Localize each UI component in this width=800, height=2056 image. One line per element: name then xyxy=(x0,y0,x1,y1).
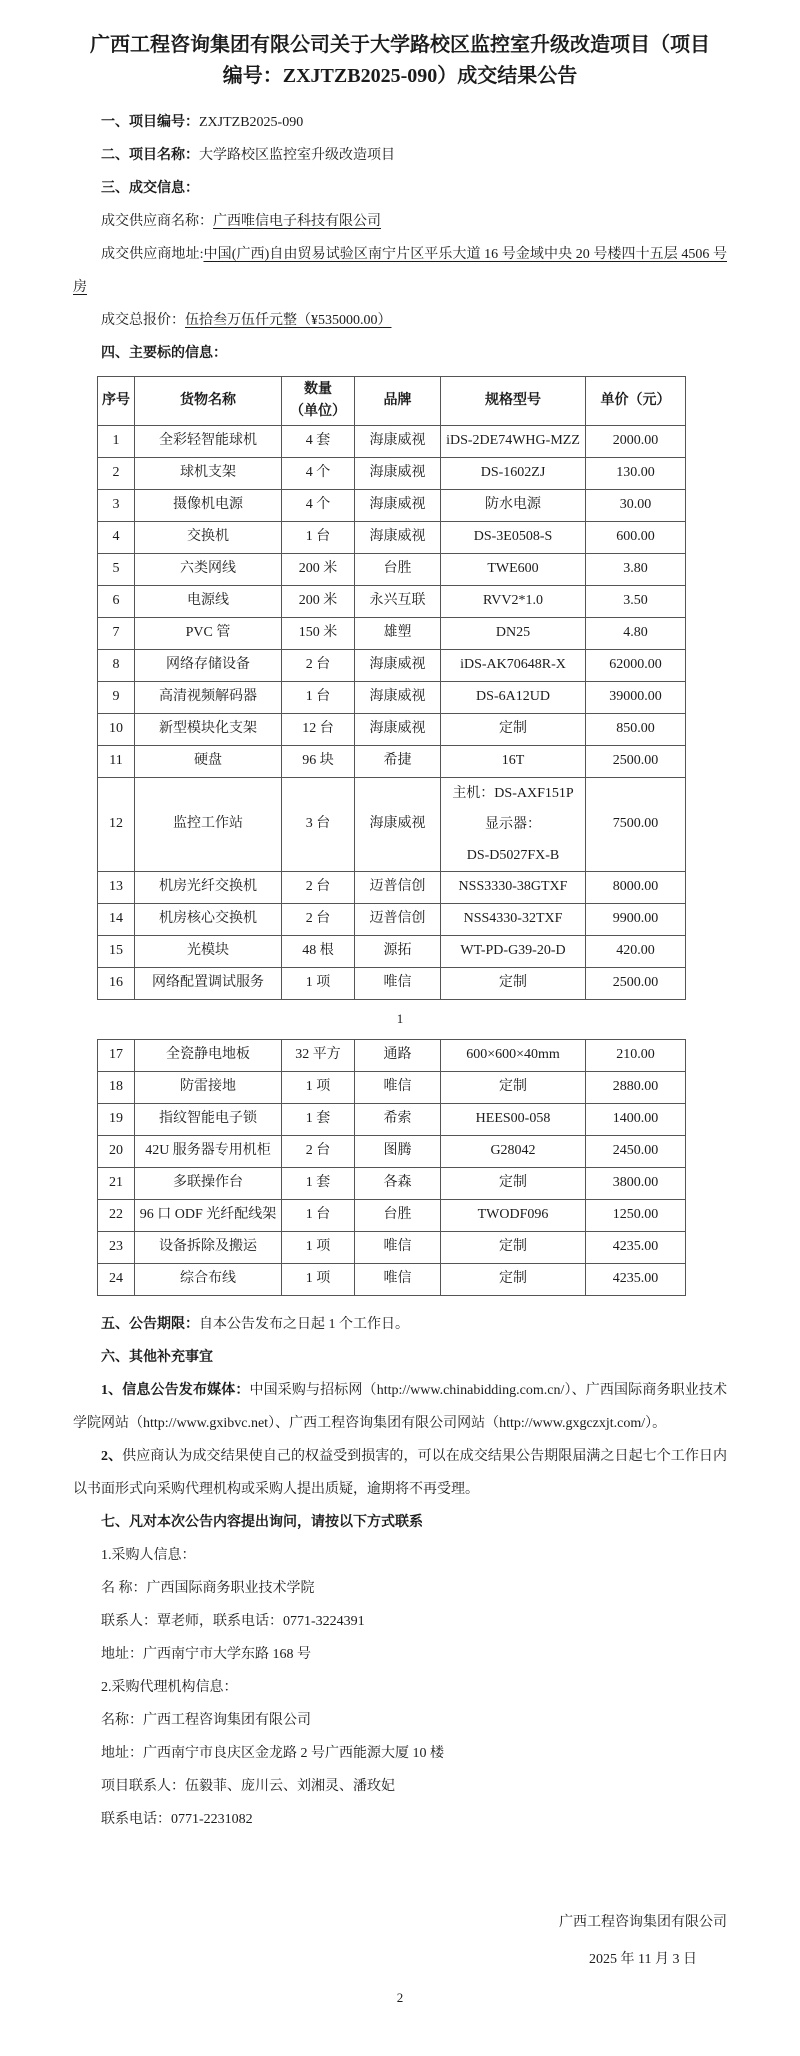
cell-model: DS-3E0508-S xyxy=(441,522,586,554)
cell-unit-price: 850.00 xyxy=(586,714,686,746)
table-row xyxy=(98,682,686,714)
cell-item-name: 新型模块化支架 xyxy=(135,714,282,746)
cell-item-name: 防雷接地 xyxy=(135,1072,282,1104)
cell-brand: 海康威视 xyxy=(355,458,441,490)
cell-unit-price: 130.00 xyxy=(586,458,686,490)
column-header: 数量 （单位） xyxy=(282,377,355,426)
column-header: 货物名称 xyxy=(135,377,282,426)
cell-quantity: 1 套 xyxy=(282,1104,355,1136)
table-row xyxy=(98,1168,686,1200)
cell-item-name: 摄像机电源 xyxy=(135,490,282,522)
paragraph: 二、项目名称：大学路校区监控室升级改造项目 xyxy=(101,148,395,163)
cell-item-name: PVC 管 xyxy=(135,618,282,650)
cell-unit-price: 4235.00 xyxy=(586,1232,686,1264)
paragraph: 项目联系人：伍毅菲、庞川云、刘湘灵、潘玫妃 xyxy=(101,1779,395,1794)
cell-brand: 海康威视 xyxy=(355,714,441,746)
cell-index: 11 xyxy=(98,746,135,778)
paragraph: 七、凡对本次公告内容提出询问，请按以下方式联系 xyxy=(101,1515,423,1530)
cell-unit-price: 1250.00 xyxy=(586,1200,686,1232)
cell-index: 14 xyxy=(98,904,135,936)
cell-unit-price: 2000.00 xyxy=(586,426,686,458)
table-row xyxy=(98,778,686,872)
table-row xyxy=(98,872,686,904)
cell-item-name: 设备拆除及搬运 xyxy=(135,1232,282,1264)
table-row xyxy=(98,1232,686,1264)
cell-unit-price: 7500.00 xyxy=(586,778,686,872)
cell-item-name: 硬盘 xyxy=(135,746,282,778)
items-table-page1 xyxy=(97,376,686,1000)
cell-quantity: 2 台 xyxy=(282,650,355,682)
cell-quantity: 200 米 xyxy=(282,554,355,586)
cell-index: 2 xyxy=(98,458,135,490)
cell-brand: 源拓 xyxy=(355,936,441,968)
cell-item-name: 球机支架 xyxy=(135,458,282,490)
cell-index: 3 xyxy=(98,490,135,522)
cell-brand: 迈普信创 xyxy=(355,872,441,904)
table-row xyxy=(98,586,686,618)
cell-unit-price: 3.50 xyxy=(586,586,686,618)
cell-brand: 唯信 xyxy=(355,968,441,1000)
cell-index: 5 xyxy=(98,554,135,586)
cell-model: HEES00-058 xyxy=(441,1104,586,1136)
cell-item-name: 机房光纤交换机 xyxy=(135,872,282,904)
cell-index: 7 xyxy=(98,618,135,650)
cell-unit-price: 8000.00 xyxy=(586,872,686,904)
paragraph: 1、信息公告发布媒体：中国采购与招标网（http://www.chinabidding.com.cn/）、广西国际商务职业技术学院网站（http://www.gxibvc.net）、广西工程咨询集团有限公司网站（http://www.gxgczxjt.com/）。 xyxy=(73,1383,727,1431)
cell-quantity: 1 套 xyxy=(282,1168,355,1200)
table-header-row xyxy=(98,377,686,426)
cell-model: 定制 xyxy=(441,1168,586,1200)
cell-index: 6 xyxy=(98,586,135,618)
cell-model: 16T xyxy=(441,746,586,778)
cell-brand: 海康威视 xyxy=(355,650,441,682)
table-row xyxy=(98,1200,686,1232)
cell-item-name: 电源线 xyxy=(135,586,282,618)
cell-model: DN25 xyxy=(441,618,586,650)
cell-brand: 希索 xyxy=(355,1104,441,1136)
page-number-1: 1 xyxy=(396,1011,404,1026)
paragraph: 成交供应商名称：广西唯信电子科技有限公司 xyxy=(101,214,381,229)
intro-paragraphs xyxy=(73,106,727,370)
signature-block xyxy=(559,1912,727,1971)
table-row xyxy=(98,426,686,458)
cell-index: 19 xyxy=(98,1104,135,1136)
page-number-2: 2 xyxy=(396,1990,404,2005)
cell-brand: 海康威视 xyxy=(355,778,441,872)
cell-quantity: 1 项 xyxy=(282,1232,355,1264)
cell-unit-price: 4.80 xyxy=(586,618,686,650)
cell-model: RVV2*1.0 xyxy=(441,586,586,618)
cell-model: iDS-2DE74WHG-MZZ xyxy=(441,426,586,458)
table-row xyxy=(98,746,686,778)
paragraph: 联系电话：0771-2231082 xyxy=(101,1812,253,1827)
cell-brand: 海康威视 xyxy=(355,682,441,714)
cell-quantity: 48 根 xyxy=(282,936,355,968)
cell-brand: 各森 xyxy=(355,1168,441,1200)
cell-item-name: 监控工作站 xyxy=(135,778,282,872)
cell-unit-price: 30.00 xyxy=(586,490,686,522)
paragraph: 1.采购人信息： xyxy=(101,1548,196,1563)
column-header: 序号 xyxy=(98,377,135,426)
cell-item-name: 网络存储设备 xyxy=(135,650,282,682)
cell-model: 主机：DS-AXF151P 显示器： DS-D5027FX-B xyxy=(441,778,586,872)
cell-model: 防水电源 xyxy=(441,490,586,522)
cell-brand: 海康威视 xyxy=(355,490,441,522)
cell-item-name: 六类网线 xyxy=(135,554,282,586)
cell-brand: 唯信 xyxy=(355,1072,441,1104)
cell-quantity: 200 米 xyxy=(282,586,355,618)
table-row xyxy=(98,968,686,1000)
paragraph: 五、公告期限：自本公告发布之日起 1 个工作日。 xyxy=(101,1317,409,1332)
cell-brand: 台胜 xyxy=(355,554,441,586)
column-header: 单价（元） xyxy=(586,377,686,426)
table-row xyxy=(98,1264,686,1296)
cell-model: 定制 xyxy=(441,714,586,746)
cell-brand: 台胜 xyxy=(355,1200,441,1232)
cell-unit-price: 39000.00 xyxy=(586,682,686,714)
cell-quantity: 96 块 xyxy=(282,746,355,778)
cell-item-name: 96 口 ODF 光纤配线架 xyxy=(135,1200,282,1232)
cell-model: 定制 xyxy=(441,1072,586,1104)
cell-item-name: 机房核心交换机 xyxy=(135,904,282,936)
notice-paragraphs xyxy=(73,1308,727,1836)
cell-item-name: 网络配置调试服务 xyxy=(135,968,282,1000)
paragraph: 名 称：广西国际商务职业技术学院 xyxy=(101,1581,315,1596)
cell-item-name: 全彩轻智能球机 xyxy=(135,426,282,458)
table-row xyxy=(98,650,686,682)
paragraph: 联系人：覃老师，联系电话：0771-3224391 xyxy=(101,1614,365,1629)
cell-quantity: 4 个 xyxy=(282,490,355,522)
cell-quantity: 2 台 xyxy=(282,1136,355,1168)
cell-unit-price: 62000.00 xyxy=(586,650,686,682)
cell-model: G28042 xyxy=(441,1136,586,1168)
cell-item-name: 综合布线 xyxy=(135,1264,282,1296)
cell-quantity: 1 项 xyxy=(282,1264,355,1296)
cell-model: 定制 xyxy=(441,1264,586,1296)
cell-unit-price: 1400.00 xyxy=(586,1104,686,1136)
cell-index: 24 xyxy=(98,1264,135,1296)
table-row xyxy=(98,1040,686,1072)
cell-brand: 希捷 xyxy=(355,746,441,778)
cell-unit-price: 600.00 xyxy=(586,522,686,554)
cell-item-name: 高清视频解码器 xyxy=(135,682,282,714)
cell-index: 12 xyxy=(98,778,135,872)
cell-unit-price: 3800.00 xyxy=(586,1168,686,1200)
cell-brand: 海康威视 xyxy=(355,522,441,554)
cell-model: WT-PD-G39-20-D xyxy=(441,936,586,968)
cell-item-name: 全瓷静电地板 xyxy=(135,1040,282,1072)
cell-brand: 海康威视 xyxy=(355,426,441,458)
cell-index: 16 xyxy=(98,968,135,1000)
cell-unit-price: 2450.00 xyxy=(586,1136,686,1168)
cell-quantity: 2 台 xyxy=(282,872,355,904)
table-row xyxy=(98,1104,686,1136)
cell-model: 600×600×40mm xyxy=(441,1040,586,1072)
cell-unit-price: 2500.00 xyxy=(586,746,686,778)
column-header: 品牌 xyxy=(355,377,441,426)
page-title: 广西工程咨询集团有限公司关于大学路校区监控室升级改造项目（项目编号：ZXJTZB2025-090）成交结果公告 xyxy=(90,34,710,87)
paragraph: 四、主要标的信息： xyxy=(101,346,227,361)
cell-unit-price: 4235.00 xyxy=(586,1264,686,1296)
table-row xyxy=(98,714,686,746)
cell-quantity: 150 米 xyxy=(282,618,355,650)
table-row xyxy=(98,554,686,586)
cell-index: 23 xyxy=(98,1232,135,1264)
cell-item-name: 多联操作台 xyxy=(135,1168,282,1200)
cell-brand: 迈普信创 xyxy=(355,904,441,936)
cell-quantity: 1 台 xyxy=(282,522,355,554)
issuer-name: 广西工程咨询集团有限公司 xyxy=(559,1915,727,1930)
cell-unit-price: 210.00 xyxy=(586,1040,686,1072)
cell-unit-price: 2500.00 xyxy=(586,968,686,1000)
cell-brand: 通路 xyxy=(355,1040,441,1072)
cell-model: TWE600 xyxy=(441,554,586,586)
cell-index: 9 xyxy=(98,682,135,714)
cell-brand: 唯信 xyxy=(355,1264,441,1296)
issue-date: 2025 年 11 月 3 日 xyxy=(589,1952,697,1967)
cell-quantity: 32 平方 xyxy=(282,1040,355,1072)
paragraph: 2.采购代理机构信息： xyxy=(101,1680,238,1695)
cell-quantity: 2 台 xyxy=(282,904,355,936)
cell-quantity: 4 个 xyxy=(282,458,355,490)
cell-model: NSS4330-32TXF xyxy=(441,904,586,936)
paragraph: 地址：广西南宁市良庆区金龙路 2 号广西能源大厦 10 楼 xyxy=(101,1746,444,1761)
cell-quantity: 3 台 xyxy=(282,778,355,872)
paragraph: 2、供应商认为成交结果使自己的权益受到损害的，可以在成交结果公告期限届满之日起七个工作日内以书面形式向采购代理机构或采购人提出质疑，逾期将不再受理。 xyxy=(73,1449,728,1497)
cell-unit-price: 9900.00 xyxy=(586,904,686,936)
cell-unit-price: 3.80 xyxy=(586,554,686,586)
cell-index: 13 xyxy=(98,872,135,904)
cell-model: TWODF096 xyxy=(441,1200,586,1232)
cell-index: 18 xyxy=(98,1072,135,1104)
table-row xyxy=(98,458,686,490)
table-row xyxy=(98,936,686,968)
paragraph: 地址：广西南宁市大学东路 168 号 xyxy=(101,1647,311,1662)
cell-quantity: 1 台 xyxy=(282,1200,355,1232)
paragraph: 成交供应商地址:中国(广西)自由贸易试验区南宁片区平乐大道 16 号金域中央 20 号楼四十五层 4506 号房 xyxy=(73,247,727,295)
cell-index: 10 xyxy=(98,714,135,746)
cell-quantity: 1 项 xyxy=(282,968,355,1000)
cell-quantity: 1 台 xyxy=(282,682,355,714)
cell-item-name: 交换机 xyxy=(135,522,282,554)
cell-unit-price: 420.00 xyxy=(586,936,686,968)
table-row xyxy=(98,522,686,554)
cell-model: 定制 xyxy=(441,968,586,1000)
cell-index: 8 xyxy=(98,650,135,682)
cell-index: 4 xyxy=(98,522,135,554)
cell-index: 1 xyxy=(98,426,135,458)
cell-quantity: 1 项 xyxy=(282,1072,355,1104)
cell-model: iDS-AK70648R-X xyxy=(441,650,586,682)
cell-model: 定制 xyxy=(441,1232,586,1264)
cell-model: DS-1602ZJ xyxy=(441,458,586,490)
items-table-page2 xyxy=(97,1039,686,1296)
paragraph: 三、成交信息： xyxy=(101,181,199,196)
cell-brand: 唯信 xyxy=(355,1232,441,1264)
table-row xyxy=(98,904,686,936)
cell-model: NSS3330-38GTXF xyxy=(441,872,586,904)
paragraph: 一、项目编号：ZXJTZB2025-090 xyxy=(101,115,304,130)
column-header: 规格型号 xyxy=(441,377,586,426)
cell-index: 21 xyxy=(98,1168,135,1200)
cell-index: 15 xyxy=(98,936,135,968)
table-row xyxy=(98,490,686,522)
cell-brand: 图腾 xyxy=(355,1136,441,1168)
cell-model: DS-6A12UD xyxy=(441,682,586,714)
cell-item-name: 光模块 xyxy=(135,936,282,968)
cell-index: 17 xyxy=(98,1040,135,1072)
cell-item-name: 42U 服务器专用机柜 xyxy=(135,1136,282,1168)
cell-index: 22 xyxy=(98,1200,135,1232)
table-row xyxy=(98,1072,686,1104)
paragraph: 六、其他补充事宜 xyxy=(101,1350,213,1365)
cell-index: 20 xyxy=(98,1136,135,1168)
table-row xyxy=(98,618,686,650)
cell-quantity: 12 台 xyxy=(282,714,355,746)
cell-brand: 雄塑 xyxy=(355,618,441,650)
cell-quantity: 4 套 xyxy=(282,426,355,458)
paragraph: 名称：广西工程咨询集团有限公司 xyxy=(101,1713,311,1728)
cell-unit-price: 2880.00 xyxy=(586,1072,686,1104)
cell-brand: 永兴互联 xyxy=(355,586,441,618)
table-row xyxy=(98,1136,686,1168)
paragraph: 成交总报价：伍拾叁万伍仟元整（¥535000.00） xyxy=(101,313,392,328)
cell-item-name: 指纹智能电子锁 xyxy=(135,1104,282,1136)
